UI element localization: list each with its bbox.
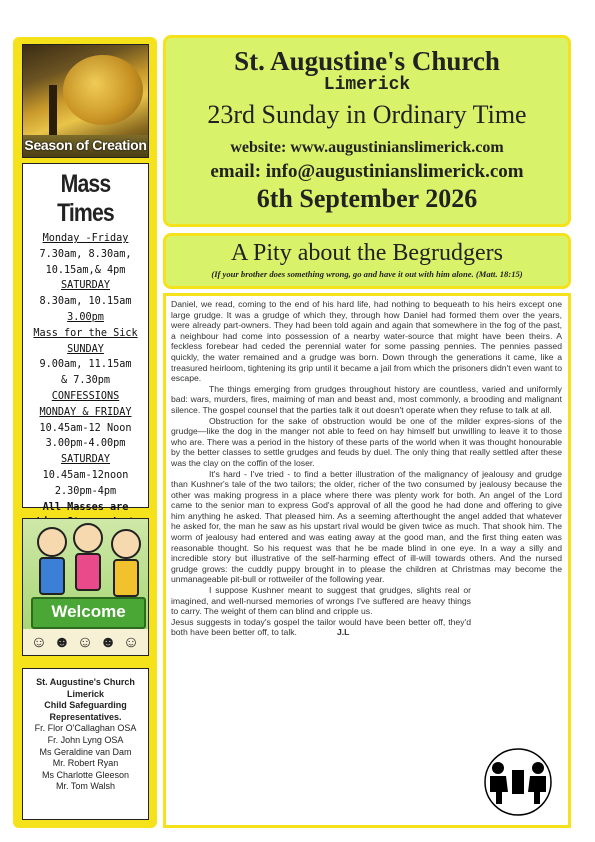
safeguarding-heading-line: Limerick bbox=[66, 688, 105, 699]
child-head-icon bbox=[73, 523, 103, 553]
child-body-icon bbox=[39, 557, 65, 595]
safeguarding-name: Ms Geraldine van Dam bbox=[39, 746, 132, 757]
church-city: Limerick bbox=[323, 75, 411, 95]
article-paragraph: Obstruction for the sake of obstruction would be one of the milder expres-sions of the grudge—like the dog in the manger not able to feed on hay himself but unwilling to leave it to those who are. There was a period in the history of these parts of the world when it was thought honourable by the better classes to settle grudges and feuds by duel. The only thing that really settled after these was the clay on the coffin of the loser. bbox=[171, 415, 562, 468]
article-closing bbox=[171, 617, 471, 638]
email-link[interactable]: email: info@augustinianslimerick.com bbox=[210, 161, 524, 182]
mass-times-list bbox=[23, 231, 148, 547]
church-name: St. Augustine's Church bbox=[234, 46, 500, 76]
welcome-image bbox=[22, 518, 149, 656]
mass-time-line: 7.30am, 8.30am, bbox=[39, 248, 132, 260]
mass-times-title: Mass Times bbox=[57, 170, 114, 227]
mass-time-line: SATURDAY bbox=[60, 280, 111, 292]
safeguarding-heading-line: St. Augustine's Church bbox=[36, 677, 135, 687]
safeguarding-name: Fr. Flor O'Callaghan OSA bbox=[34, 723, 137, 734]
mass-time-line: All Masses are bbox=[42, 501, 129, 513]
bulletin-date: 6th September 2026 bbox=[256, 184, 478, 213]
tree-canopy bbox=[63, 55, 143, 125]
safeguarding-name: Fr. John Lyng OSA bbox=[47, 734, 124, 745]
liturgical-sunday: 23rd Sunday in Ordinary Time bbox=[207, 100, 527, 129]
article-title: A Pity about the Begrudgers bbox=[231, 240, 503, 266]
mass-time-line: CONFESSIONS bbox=[51, 390, 120, 402]
mass-time-line: Mass for the Sick bbox=[33, 327, 138, 339]
safeguarding-name: Mr. Robert Ryan bbox=[52, 758, 119, 769]
children-strip-icon: ☺ ☻ ☺ ☻ ☺ bbox=[23, 629, 148, 656]
mass-times-box bbox=[22, 163, 149, 513]
article-subtitle: (If your brother does something wrong, go and have it out with him alone. (Matt. 18:15) bbox=[211, 269, 523, 279]
article-ending bbox=[171, 585, 471, 638]
mass-time-line: 10.45am-12noon bbox=[42, 469, 129, 481]
mass-time-line: 10.45am-12 Noon bbox=[39, 422, 132, 434]
article-paragraph: Daniel, we read, coming to the end of his hard life, had nothing to bequeath to his heirs except one large grudge. It was a grudge of which they, through how Daniel had formed them over the years, were already part-owners. They had been told again and again that somewhere in the fog of the past, a neighbour had come into possession of a nearby water-source that might have been theirs. A feckless forebear had ceded the perennial water for some passing pennies. The pennies passed quickly, the water remained and a grudge was born. Down through the generations it came, like a treasured heirloom, tightening its grip until it became a jail from which the prisoners didn't even want to escape. bbox=[171, 299, 562, 384]
child-body-icon bbox=[75, 553, 101, 591]
article-paragraph: The things emerging from grudges throughout history are countless, varied and uniformly bad: wars, murders, fires, maiming of man and beast and, most commonly, a brooding and malignant silence. The gospel counsel that the parties talk it out doesn't operate when they refuse to talk at all. bbox=[171, 383, 562, 415]
mass-time-line: MONDAY & FRIDAY bbox=[39, 406, 132, 418]
signature: J.L bbox=[336, 627, 350, 638]
mass-time-line: SATURDAY bbox=[60, 454, 111, 466]
website-link[interactable]: website: www.augustinianslimerick.com bbox=[230, 139, 504, 156]
mass-time-line: 8.30am, 10.15am bbox=[39, 296, 132, 308]
safeguarding-heading bbox=[23, 677, 148, 723]
season-label: Season of Creation bbox=[24, 137, 147, 153]
mass-time-line: & 7.30pm bbox=[60, 375, 111, 387]
child-body-icon bbox=[113, 559, 139, 597]
mass-time-line: SUNDAY bbox=[67, 343, 104, 355]
safeguarding-name: Ms Charlotte Gleeson bbox=[41, 769, 130, 780]
season-of-creation-image bbox=[22, 44, 149, 158]
safeguarding-heading-line: Representatives. bbox=[49, 711, 122, 722]
mass-time-line: 9.00am, 11.15am bbox=[39, 359, 132, 371]
article-paragraph: It's hard - I've tried - to find a better illustration of the malignancy of jealousy and grudge than Kushner's tale of the two tailors; the older, richer of the two consumed by jealousy because the other was making progress in a place where there was plenty work for both. An angel of the Lord came to the senior man to express God's approval of all the good he had done and offering to give him anything he asked. That pleased him. As a seeming afterthought the angel added that whatever he asked for, the man he saw as his upstart rival would be given twice as much. That shook him. The worm of jealousy had entered and was eating away at the good man, and the first thing eaten was reasonable thought. So his request was that he be made blind in one eye. In a way a silly and incredible story but illustrative of the self-harming effect of ill-will towards others. And the nursed grudge grows: the cuddly puppy brought in to please the children at Christmas may become the unmanageable pit-bull or rottweiler of the following year. bbox=[171, 468, 562, 585]
mass-time-line: 3.00pm bbox=[67, 311, 104, 323]
closing-text: Jesus suggests in today's gospel the tailor would have been better off, they'd both have been better off, to talk. bbox=[171, 616, 471, 638]
safeguarding-box bbox=[22, 668, 149, 820]
safeguarding-heading-line: Child Safeguarding bbox=[44, 700, 127, 711]
article-paragraph: I suppose Kushner meant to suggest that grudges, slights real or imagined, and well-nursed memories of wrongs I've suffered are heavy things to carry. The weight of them can blind and cripple us. bbox=[171, 585, 471, 617]
welcome-banner: Welcome bbox=[31, 597, 146, 629]
mass-time-line: Monday -Friday bbox=[42, 233, 129, 244]
child-head-icon bbox=[111, 529, 141, 559]
safeguarding-names bbox=[23, 723, 148, 793]
mass-time-line: 2.30pm-4pm bbox=[54, 485, 117, 497]
mass-time-line: 10.15am,& 4pm bbox=[45, 264, 126, 276]
safeguarding-name: Mr. Tom Walsh bbox=[55, 781, 115, 792]
child-head-icon bbox=[37, 527, 67, 557]
bulletin-header bbox=[163, 35, 571, 227]
meeting-people-icon bbox=[478, 748, 558, 816]
article-title-box bbox=[163, 233, 571, 289]
mass-time-line: 3.00pm-4.00pm bbox=[45, 438, 126, 450]
